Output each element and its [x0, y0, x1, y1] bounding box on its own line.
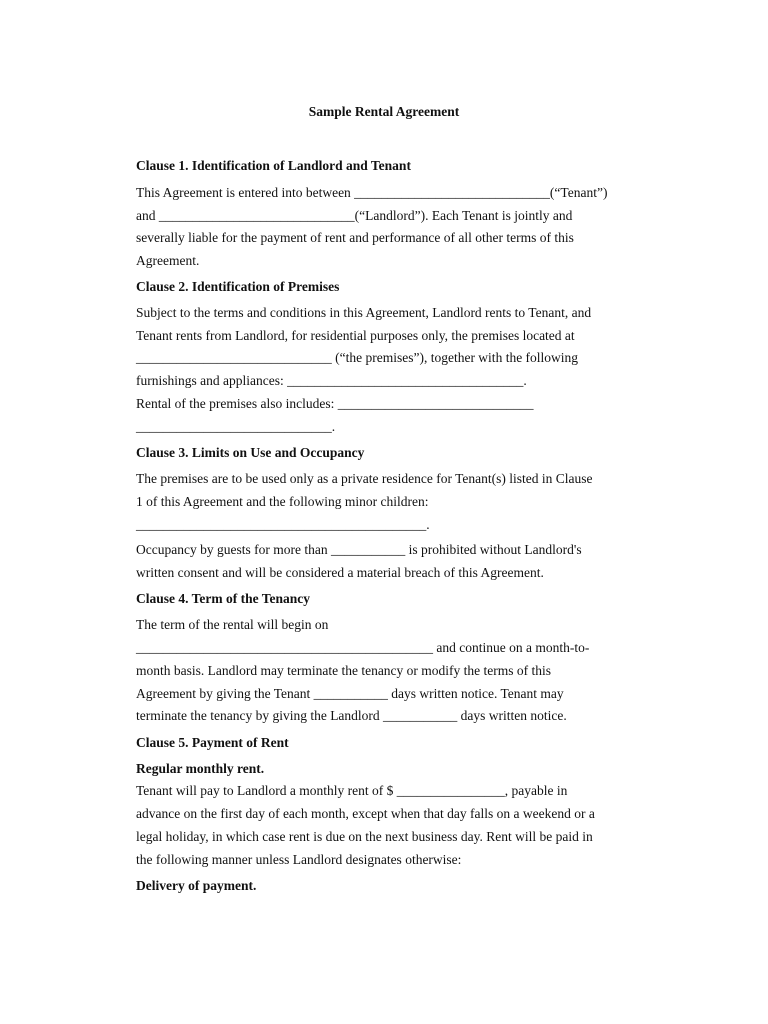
clause-4-line-1: The term of the rental will begin on — [136, 617, 329, 632]
clause-1-line-1: This Agreement is entered into between _____________________________(“Tenant”) — [136, 185, 608, 200]
document-title: Sample Rental Agreement — [308, 104, 460, 119]
clause-2-line-6: _____________________________. — [136, 419, 336, 434]
clause-4-line-3: month basis. Landlord may terminate the tenancy or modify the terms of this — [136, 663, 552, 678]
clause-4-line-5: terminate the tenancy by giving the Landlord ___________ days written notice. — [136, 708, 567, 723]
clause-3-line-5: written consent and will be considered a material breach of this Agreement. — [136, 565, 544, 580]
clause-2-line-2: Tenant rents from Landlord, for residential purposes only, the premises located at — [136, 328, 575, 343]
clause-5-line-3: legal holiday, in which case rent is due on the next business day. Rent will be paid in — [136, 829, 593, 844]
clause-2-line-3: _____________________________ (“the premises”), together with the following — [136, 350, 579, 365]
clause-2-heading: Clause 2. Identification of Premises — [136, 279, 340, 294]
clause-5-heading: Clause 5. Payment of Rent — [136, 735, 289, 750]
clause-2-line-5: Rental of the premises also includes: _____________________________ — [136, 396, 534, 411]
clause-4-line-2: ____________________________________________ and continue on a month-to- — [136, 640, 590, 655]
clause-3-line-4: Occupancy by guests for more than ___________ is prohibited without Landlord's — [136, 542, 582, 557]
clause-1-heading: Clause 1. Identification of Landlord and Tenant — [136, 158, 411, 173]
clause-2-line-4: furnishings and appliances: ___________________________________. — [136, 373, 527, 388]
clause-3-line-2: 1 of this Agreement and the following minor children: — [136, 494, 429, 509]
clause-4-line-4: Agreement by giving the Tenant ___________ days written notice. Tenant may — [136, 686, 564, 701]
clause-3-heading: Clause 3. Limits on Use and Occupancy — [136, 445, 365, 460]
clause-1-line-3: severally liable for the payment of rent and performance of all other terms of this — [136, 230, 574, 245]
clause-5-subheading-regular-rent: Regular monthly rent. — [136, 761, 265, 776]
clause-4-heading: Clause 4. Term of the Tenancy — [136, 591, 311, 606]
clause-3-line-3: ___________________________________________. — [136, 517, 430, 532]
clause-5-subheading-delivery: Delivery of payment. — [136, 878, 257, 893]
clause-5-line-1: Tenant will pay to Landlord a monthly rent of $ ________________, payable in — [136, 783, 568, 798]
clause-1-line-2: and _____________________________(“Landlord”). Each Tenant is jointly and — [136, 208, 573, 223]
clause-5-line-2: advance on the first day of each month, except when that day falls on a weekend or a — [136, 806, 595, 821]
clause-1-line-4: Agreement. — [136, 253, 200, 268]
clause-5-line-4: the following manner unless Landlord designates otherwise: — [136, 852, 462, 867]
clause-3-line-1: The premises are to be used only as a private residence for Tenant(s) listed in Clause — [136, 471, 593, 486]
clause-2-line-1: Subject to the terms and conditions in this Agreement, Landlord rents to Tenant, and — [136, 305, 592, 320]
